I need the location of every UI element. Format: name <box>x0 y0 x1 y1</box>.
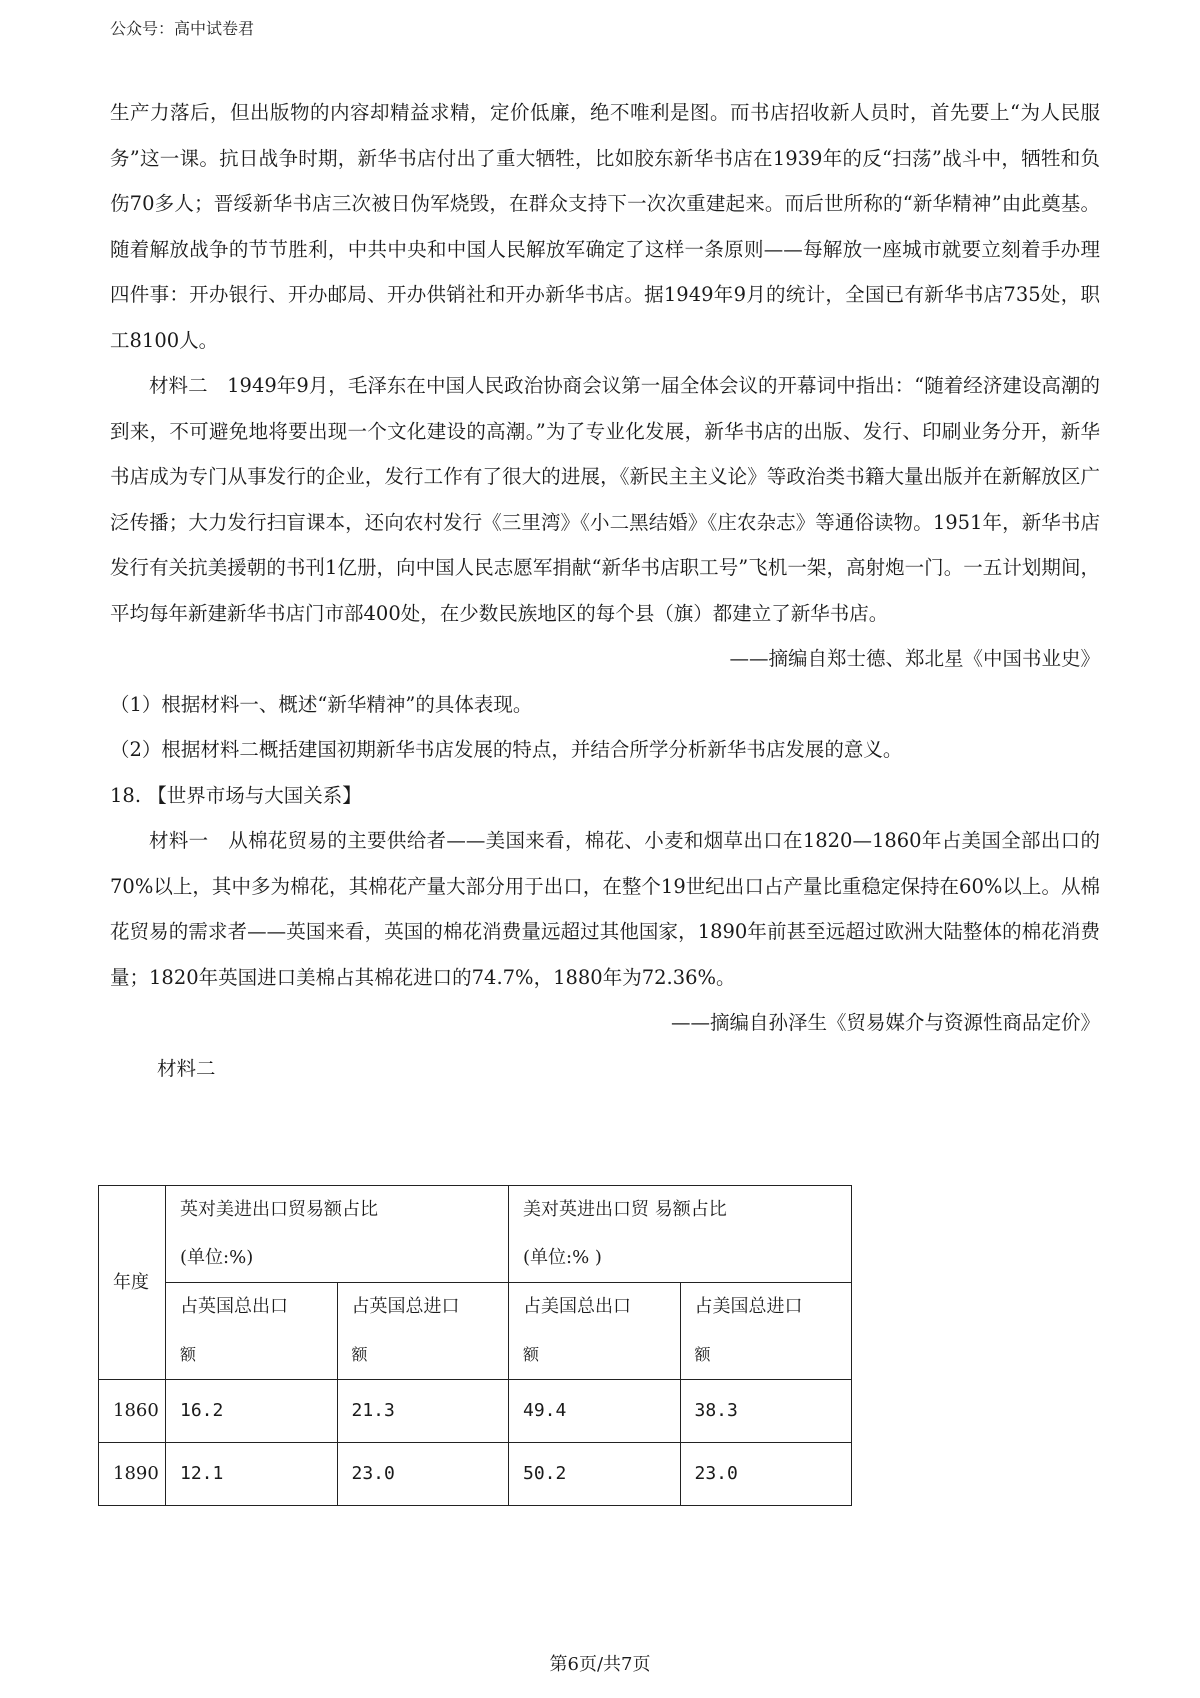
table-row <box>99 1443 852 1506</box>
value-cell: 21.3 <box>337 1380 509 1443</box>
group-unit: (单位:% ) <box>523 1247 602 1268</box>
question-2: （2）根据材料二概括建国初期新华书店发展的特点，并结合所学分析新华书店发展的意义。 <box>110 738 903 761</box>
subheader-uk-import: 占英国总进口 额 <box>337 1283 509 1380</box>
subheader-us-import: 占美国总进口 额 <box>680 1283 852 1380</box>
material2-label: 材料二 <box>157 1056 216 1080</box>
source-citation: ——摘编自郑士德、郑北星《中国书业史》 <box>729 647 1100 670</box>
value-cell: 23.0 <box>680 1443 852 1506</box>
group-title: 美对英进出口贸 易额占比 <box>523 1199 727 1220</box>
document-body <box>110 90 1100 1091</box>
group-title: 英对美进出口贸易额占比 <box>180 1199 378 1220</box>
subheader-us-export: 占美国总出口 额 <box>509 1283 681 1380</box>
page-header: 公众号：高中试卷君 <box>110 19 255 38</box>
group-unit: (单位:%) <box>180 1247 254 1268</box>
year-cell: 1890 <box>99 1443 166 1506</box>
value-cell: 16.2 <box>166 1380 338 1443</box>
paragraph-material2: 材料二 1949年9月，毛泽东在中国人民政治协商会议第一届全体会议的开幕词中指出：“随着经济建设高潮的到来，不可避免地将要出现一个文化建设的高潮。”为了专业化发展，新华书店的出版、发行、印刷业务分开，新华书店成为专门从事发行的企业，发行工作有了很大的进展，《新民主主义论》等政治类书籍大量出版并在新解放区广泛传播；大力发行扫盲课本，还向农村发行《三里湾》《小二黑结婚》《庄农杂志》等通俗读物。1951年，新华书店发行有关抗美援朝的书刊1亿册，向中国人民志愿军捐献“新华书店职工号”飞机一架，高射炮一门。一五计划期间，平均每年新建新华书店门市部400处，在少数民族地区的每个县（旗）都建立了新华书店。 <box>110 374 1100 625</box>
value-cell: 12.1 <box>166 1443 338 1506</box>
trade-share-table <box>98 1185 852 1506</box>
subheader-uk-export: 占英国总出口 额 <box>166 1283 338 1380</box>
paragraph-q18-material1: 材料一 从棉花贸易的主要供给者——美国来看，棉花、小麦和烟草出口在1820—1860年占美国全部出口的70%以上，其中多为棉花，其棉花产量大部分用于出口，在整个19世纪出口占产量比重稳定保持在60%以上。从棉花贸易的需求者——英国来看，英国的棉花消费量远超过其他国家，1890年前甚至远超过欧洲大陆整体的棉花消费量；1820年英国进口美棉占其棉花进口的74.7%，1880年为72.36%。 <box>110 829 1100 989</box>
question-1: （1）根据材料一、概述“新华精神”的具体表现。 <box>110 692 533 716</box>
year-header: 年度 <box>99 1186 166 1380</box>
year-cell: 1860 <box>99 1380 166 1443</box>
value-cell: 50.2 <box>509 1443 681 1506</box>
table-header-row <box>99 1186 852 1283</box>
table-row <box>99 1380 852 1443</box>
question-18-title: 18. 【世界市场与大国关系】 <box>110 783 362 807</box>
paragraph-material1-continued: 生产力落后，但出版物的内容却精益求精，定价低廉，绝不唯利是图。而书店招收新人员时，首先要上“为人民服务”这一课。抗日战争时期，新华书店付出了重大牺牲，比如胶东新华书店在1939年的反“扫荡”战斗中，牺牲和负伤70多人；晋绥新华书店三次被日伪军烧毁，在群众支持下一次次重建起来。而后世所称的“新华精神”由此奠基。随着解放战争的节节胜利，中共中央和中国人民解放军确定了这样一条原则——每解放一座城市就要立刻着手办理四件事：开办银行、开办邮局、开办供销社和开办新华书店。据1949年9月的统计，全国已有新华书店735处，职工8100人。 <box>110 101 1100 352</box>
page-number: 第6页/共7页 <box>549 1654 651 1675</box>
group-header-uk <box>166 1186 509 1283</box>
source-citation: ——摘编自孙泽生《贸易媒介与资源性商品定价》 <box>670 1011 1100 1034</box>
value-cell: 23.0 <box>337 1443 509 1506</box>
value-cell: 38.3 <box>680 1380 852 1443</box>
value-cell: 49.4 <box>509 1380 681 1443</box>
group-header-us <box>509 1186 852 1283</box>
table-subheader-row <box>99 1283 852 1380</box>
